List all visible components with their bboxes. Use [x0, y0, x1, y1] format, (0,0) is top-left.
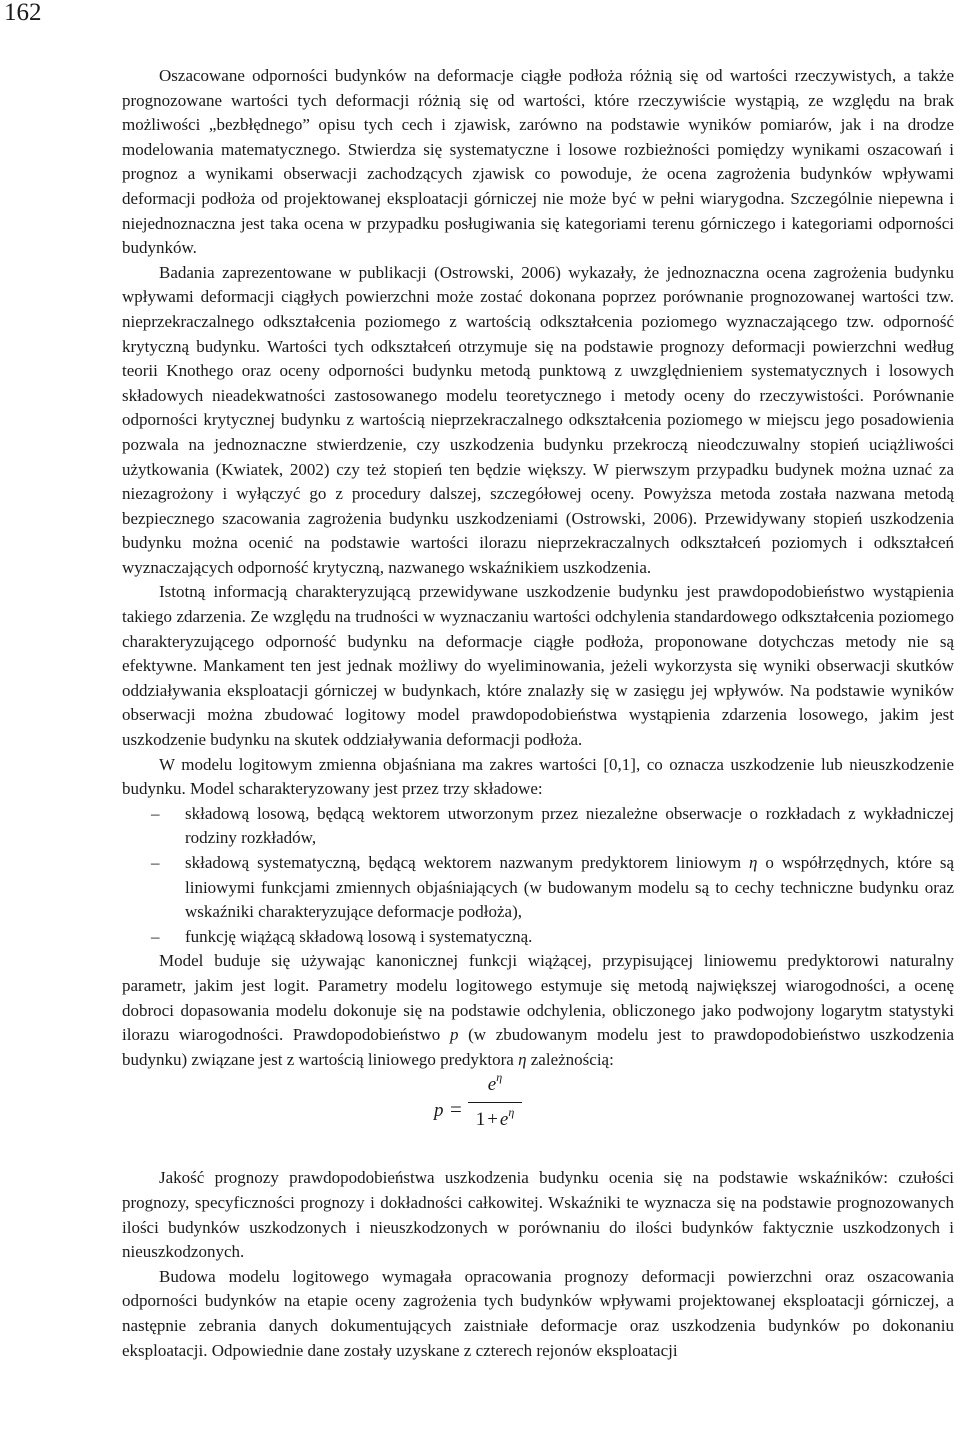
paragraph-probability: Istotną informacją charakteryzującą przewidywane uszkodzenie budynku jest prawdopodobieństwo wystąpienia takiego zdarzenia. Ze względu na trudności w wyznaczaniu wartości odchylenia standardowego odkształcenia poziomego charakteryzującego odporność budynku na deformacje ciągłe podłoża, proponowane dotychczas metody nie są efektywne. Mankament ten jest jednak możliwy do wyeliminowania, jeżeli wykorzysta się wyniki obserwacji skutków oddziaływania eksploatacji górniczej w budynkach, które znalazły się w zasięgu jej wpływów. Na podstawie wyników obserwacji można zbudować logitowy model prawdopodobieństwa wystąpienia zdarzenia losowego, jakim jest uszkodzenie budynku na skutek oddziaływania deformacji podłoża.	[122, 582, 954, 750]
numerator-exponent: η	[496, 1070, 503, 1085]
dash-bullet: –	[151, 853, 160, 872]
paragraph-logit-estimation	[122, 949, 954, 1072]
paragraph-prediction-quality: Jakość prognozy prawdopodobieństwa uszkodzenia budynku ocenia się na podstawie wskaźników: czułości prognozy, specyficzności prognozy i dokładności całkowitej. Wskaźniki te wyznacza się na podstawie prognozowanych ilości budynków uszkodzonych i nieuszkodzonych w porównaniu do ilości budynków faktycznie uszkodzonych i nieuszkodzonych.	[122, 1168, 954, 1262]
page-number: 162	[4, 0, 42, 26]
formula-fraction	[468, 1072, 522, 1133]
list-item-text: funkcję wiążącą składową losową i systematyczną.	[185, 926, 533, 946]
formula-denominator	[468, 1107, 522, 1133]
paragraph-assessment-uncertainty: Oszacowane odporności budynków na deformacje ciągłe podłoża różnią się od wartości rzeczywistych, a także prognozowane wartości tych deformacji różnią się od wartości, które rzeczywiście wystąpią, ze względu na brak możliwości „bezbłędnego” opisu tych cech i zjawisk, zarówno na podstawie wyników pomiarów, jak i na drodze modelowania matematycznego. Stwierdza się systematyczne i losowe rozbieżności pomiędzy wynikami oszacowań i prognoz a wynikami obserwacji zachodzących zjawisk co powoduje, że ocena zagrożenia budynków wpływami deformacji podłoża od projektowanej eksploatacji górniczej nie może być w pełni wiarygodna. Szczególnie niepewna i niejednoznaczna jest taka ocena w przypadku posługiwania się kategoriami terenu górniczego i kategoriami odporności budynków.	[122, 66, 954, 258]
list-item-text-continued: o współrzędnych, które są liniowymi funkcjami zmiennych objaśniających (w budowanym modelu są to cechy techniczne budynku oraz wskaźniki charakteryzujące deformacje podłoża),	[185, 853, 955, 922]
list-item	[122, 925, 954, 950]
formula-equals: =	[450, 1097, 462, 1122]
paragraph-text: Model buduje się używając kanonicznej funkcji wiążącej, przypisującej liniowemu predyktorowi naturalny parametr, jakim jest logit. Parametry modelu logitowego estymuje się metodą największej wiarogodności, a ocenę dobroci dopasowania modelu dokonuje się na podstawie odchylenia, obliczonego jako podwojony logarytm statystyki ilorazu wiarogodności. Prawdopodobieństwo	[122, 951, 954, 1045]
logit-formula	[122, 1072, 954, 1152]
denominator-exponent: η	[508, 1105, 515, 1120]
paragraph-text-continued: (w zbudowanym modelu jest to prawdopodobieństwo uszkodzenia budynku) związane jest z wartością liniowego predyktora	[122, 1025, 954, 1069]
formula-numerator	[468, 1072, 522, 1098]
list-item	[122, 802, 954, 851]
formula-lhs: p	[434, 1100, 444, 1122]
fraction-bar	[468, 1102, 522, 1103]
list-item-text: składową losową, będącą wektorem utworzonym przez niezależne obserwacje o rozkładach z wykładniczej rodziny rozkładów,	[185, 803, 954, 848]
denominator-one: 1	[475, 1109, 486, 1131]
list-item-text: składową systematyczną, będącą wektorem nazwanym predyktorem liniowym	[185, 853, 750, 872]
eta-symbol: η	[518, 1049, 527, 1069]
list-item	[122, 851, 954, 925]
body-text	[122, 64, 954, 1363]
paragraph-logit-model-intro: W modelu logitowym zmienna objaśniana ma zakres wartości [0,1], co oznacza uszkodzenie lub nieuszkodzenie budynku. Model scharakteryzowany jest przez trzy składowe:	[122, 754, 954, 799]
paragraph-text-end: zależnością:	[526, 1049, 614, 1069]
denominator-base: e	[499, 1109, 509, 1131]
paragraph-model-construction: Budowa modelu logitowego wymagała opracowania prognozy deformacji powierzchni oraz oszacowania odporności budynków na etapie oceny zagrożenia tych budynków wpływami projektowanej eksploatacji górniczej, a następnie zebrania danych dokumentujących zaistniałe deformacje oraz uszkodzenia budynków po dokonaniu eksploatacji. Odpowiednie dane zostały uzyskane z czterech rejonów eksploatacji	[122, 1266, 954, 1360]
dash-bullet: –	[151, 803, 160, 823]
dash-bullet: –	[151, 926, 160, 946]
eta-symbol: η	[749, 853, 758, 872]
p-symbol: p	[449, 1025, 459, 1045]
denominator-plus: +	[487, 1109, 498, 1131]
paragraph-critical-resistance: Badania zaprezentowane w publikacji (Ostrowski, 2006) wykazały, że jednoznaczna ocena zagrożenia budynku wpływami deformacji ciągłych powierzchni może zostać dokonana poprzez porównanie prognozowanej wartości tzw. nieprzekraczalnego odkształcenia poziomego z wartością odkształcenia poziomego wyznaczającego tzw. odporność krytyczną budynku. Wartości tych odkształceń otrzymuje się na podstawie prognozy deformacji powierzchni według teorii Knothego oraz oceny odporności budynku metodą punktową z uwzględnieniem systematycznych i losowych składowych nieadekwatności zastosowanego modelu teoretycznego i metody oceny do rzeczywistości. Porównanie odporności krytycznej budynku z wartością nieprzekraczalnego odkształcenia poziomego w miejscu jego posadowienia pozwala na jednoznaczne stwierdzenie, czy uszkodzenia budynku przekroczą nieodczuwalny stopień uciążliwości użytkowania (Kwiatek, 2002) czy też stopień ten będzie większy. W pierwszym przypadku budynek można uznać za niezagrożony i wyłączyć go z procedury dalszej, szczegółowej oceny. Powyższa metoda została nazwana metodą bezpiecznego szacowania zagrożenia budynku uszkodzeniami (Ostrowski, 2006). Przewidywany stopień uszkodzenia budynku można ocenić na podstawie wartości ilorazu nieprzekraczalnych odkształceń poziomych i odkształceń wyznaczających odporność krytyczną, nazwanego wskaźnikiem uszkodzenia.	[122, 262, 954, 577]
numerator-base: e	[487, 1074, 497, 1096]
model-components-list	[122, 802, 954, 950]
